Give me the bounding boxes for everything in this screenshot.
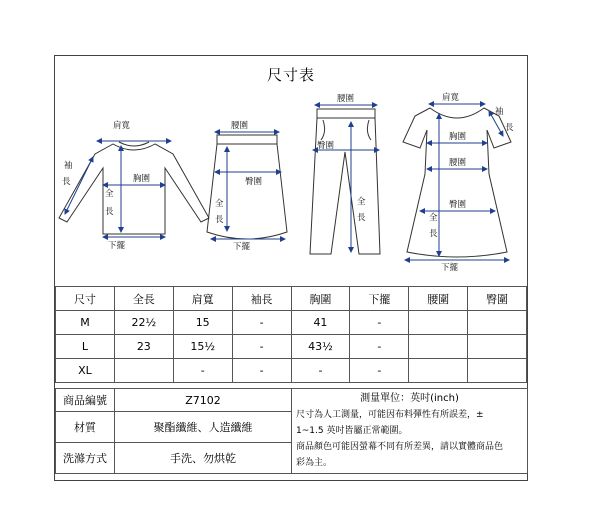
- value-cell: [468, 311, 527, 335]
- header-cell: 胸圍: [291, 287, 350, 311]
- dress-hem-label: 下擺: [441, 263, 459, 273]
- skirt-length-label-1: 全: [215, 199, 224, 209]
- header-cell: 下擺: [350, 287, 409, 311]
- value-cell: [114, 359, 173, 383]
- value-cell: -: [232, 335, 291, 359]
- wash-value: 手洗、勿烘乾: [115, 443, 292, 474]
- table-row: [56, 335, 527, 359]
- pants-figure: [310, 109, 380, 254]
- skirt-hem-label: 下擺: [233, 242, 251, 252]
- header-cell: 全長: [114, 287, 173, 311]
- dress-sleeve-label-2: 長: [505, 123, 514, 133]
- dress-measures: [405, 104, 509, 260]
- top-hem-label: 下擺: [108, 241, 126, 251]
- header-cell: 臀圍: [468, 287, 527, 311]
- dress-sleeve-label-1: 袖: [495, 107, 504, 117]
- dress-length-label-1: 全: [429, 213, 438, 223]
- value-cell: 23: [114, 335, 173, 359]
- value-cell: [468, 335, 527, 359]
- wash-label: 洗滌方式: [56, 443, 115, 474]
- garment-figures: [55, 56, 527, 286]
- size-cell: M: [56, 311, 115, 335]
- header-cell: 腰圍: [409, 287, 468, 311]
- size-table: [55, 286, 527, 383]
- pants-waist-label: 腰圍: [337, 94, 355, 104]
- value-cell: -: [350, 359, 409, 383]
- skirt-length-label-2: 長: [215, 215, 224, 225]
- value-cell: 15½: [173, 335, 232, 359]
- value-cell: 22½: [114, 311, 173, 335]
- value-cell: 43½: [291, 335, 350, 359]
- dress-hip-label: 臀圍: [449, 200, 467, 210]
- value-cell: [409, 359, 468, 383]
- product-info-table: [55, 388, 528, 474]
- value-cell: -: [350, 335, 409, 359]
- top-sleeve-label-2: 長: [62, 177, 71, 187]
- top-figure: [59, 142, 209, 234]
- top-sleeve-label-1: 袖: [64, 161, 73, 171]
- material-label: 材質: [56, 412, 115, 443]
- table-row: [56, 359, 527, 383]
- notes-line: 尺寸為人工測量，可能因布料彈性有所誤差，±: [296, 410, 484, 420]
- value-cell: -: [350, 311, 409, 335]
- value-cell: [409, 311, 468, 335]
- value-cell: -: [232, 311, 291, 335]
- measurement-notes: [292, 389, 528, 474]
- dress-shoulder-label: 肩寬: [442, 93, 460, 103]
- top-chest-label: 胸圍: [133, 174, 151, 184]
- dress-length-label-2: 長: [429, 229, 438, 239]
- pants-hip-label: 臀圍: [317, 141, 335, 151]
- size-table-header: [56, 287, 527, 311]
- top-length-label-1: 全: [105, 189, 114, 199]
- skirt-waist-label: 腰圍: [231, 121, 249, 131]
- top-length-label-2: 長: [105, 207, 114, 217]
- value-cell: -: [291, 359, 350, 383]
- size-cell: XL: [56, 359, 115, 383]
- value-cell: [468, 359, 527, 383]
- value-cell: -: [232, 359, 291, 383]
- dress-figure: [403, 108, 511, 257]
- material-value: 聚酯纖維、人造纖維: [115, 412, 292, 443]
- value-cell: 41: [291, 311, 350, 335]
- pants-length-label-2: 長: [357, 213, 366, 223]
- value-cell: -: [173, 359, 232, 383]
- header-cell: 尺寸: [56, 287, 115, 311]
- top-measures: [65, 141, 171, 237]
- notes-line: 彩為主。: [296, 458, 333, 468]
- product-code-label: 商品編號: [56, 389, 115, 412]
- product-code-value: Z7102: [115, 389, 292, 412]
- header-cell: 袖長: [232, 287, 291, 311]
- pants-length-label-1: 全: [357, 197, 366, 207]
- size-chart-sheet: [54, 55, 528, 481]
- value-cell: [409, 335, 468, 359]
- value-cell: 15: [173, 311, 232, 335]
- top-shoulder-label: 肩寬: [113, 121, 131, 131]
- size-cell: L: [56, 335, 115, 359]
- dress-chest-label: 胸圍: [449, 132, 467, 142]
- skirt-hip-label: 臀圍: [245, 177, 263, 187]
- chart-title: 尺寸表: [266, 66, 315, 84]
- table-row: [56, 311, 527, 335]
- notes-title: 測量單位：英吋(inch): [360, 393, 459, 404]
- header-cell: 肩寬: [173, 287, 232, 311]
- notes-line: 1~1.5 英吋皆屬正常範圍。: [296, 426, 408, 436]
- notes-line: 商品顏色可能因螢幕不同有所差異，請以實體商品色: [296, 442, 504, 452]
- dress-waist-label: 腰圍: [449, 158, 467, 168]
- pants-measures: [313, 105, 379, 252]
